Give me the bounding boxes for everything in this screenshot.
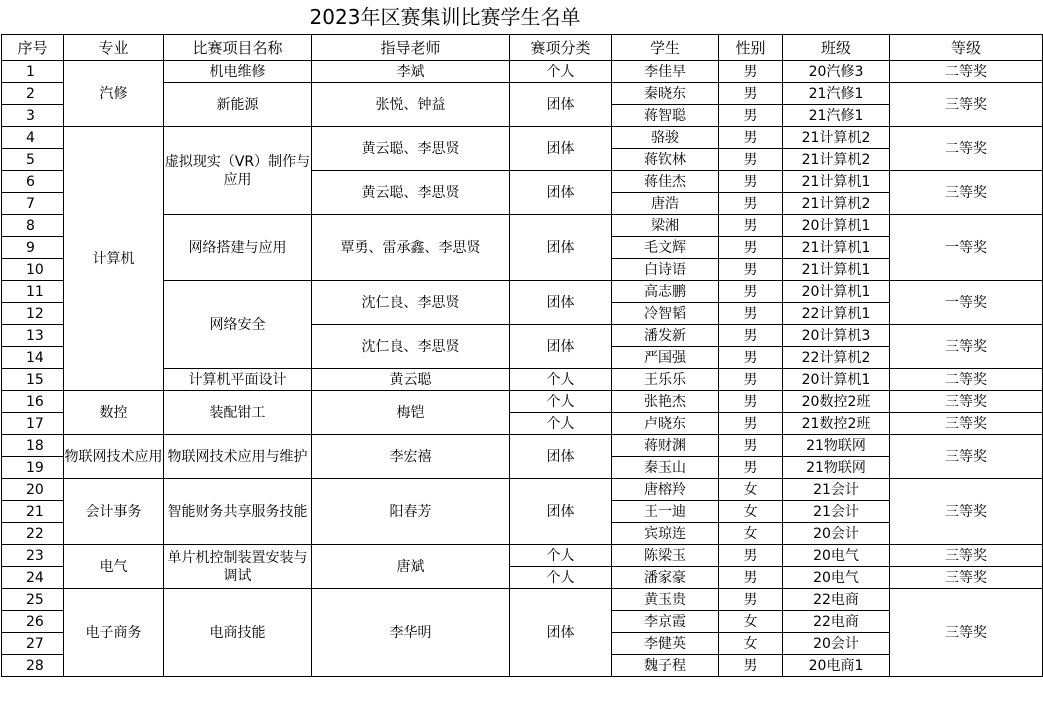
project-cell[interactable]: 物联网技术应用与维护 [164,435,312,479]
category-cell[interactable]: 团体 [510,589,612,677]
student-cell[interactable]: 卢晓东 [612,413,719,435]
category-cell[interactable]: 团体 [510,215,612,281]
seq-cell[interactable]: 9 [2,237,64,259]
award-cell[interactable]: 二等奖 [890,127,1043,171]
header-student[interactable]: 学生 [612,35,719,61]
class-cell[interactable]: 21计算机1 [783,237,890,259]
category-cell[interactable]: 团体 [510,171,612,215]
gender-cell[interactable]: 女 [719,479,783,501]
class-cell[interactable]: 21数控2班 [783,413,890,435]
category-cell[interactable]: 团体 [510,127,612,171]
seq-cell[interactable]: 2 [2,83,64,105]
table-row [2,127,1043,149]
class-cell[interactable]: 21计算机1 [783,171,890,193]
category-cell[interactable]: 个人 [510,545,612,567]
major-cell[interactable]: 汽修 [64,61,164,127]
gender-cell[interactable]: 男 [719,259,783,281]
student-cell[interactable]: 黄玉贵 [612,589,719,611]
student-cell[interactable]: 李佳早 [612,61,719,83]
student-cell[interactable]: 高志鹏 [612,281,719,303]
teacher-cell[interactable]: 唐斌 [312,545,510,589]
major-cell[interactable]: 电气 [64,545,164,589]
seq-cell[interactable]: 7 [2,193,64,215]
gender-cell[interactable]: 男 [719,237,783,259]
award-cell[interactable]: 三等奖 [890,479,1043,545]
class-cell[interactable]: 20计算机1 [783,281,890,303]
teacher-cell[interactable]: 李华明 [312,589,510,677]
seq-cell[interactable]: 17 [2,413,64,435]
gender-cell[interactable]: 男 [719,105,783,127]
gender-cell[interactable]: 男 [719,171,783,193]
major-cell[interactable]: 数控 [64,391,164,435]
student-cell[interactable]: 潘家豪 [612,567,719,589]
project-cell[interactable]: 网络安全 [164,281,312,369]
class-cell[interactable]: 21汽修1 [783,83,890,105]
header-row [2,35,1043,61]
award-cell[interactable]: 三等奖 [890,391,1043,413]
project-cell[interactable]: 网络搭建与应用 [164,215,312,281]
teacher-cell[interactable]: 沈仁良、李思贤 [312,281,510,325]
student-cell[interactable]: 张艳杰 [612,391,719,413]
table-row [2,391,1043,413]
gender-cell[interactable]: 男 [719,281,783,303]
project-cell[interactable]: 电商技能 [164,589,312,677]
gender-cell[interactable]: 男 [719,567,783,589]
header-class[interactable]: 班级 [783,35,890,61]
seq-cell[interactable]: 3 [2,105,64,127]
seq-cell[interactable]: 1 [2,61,64,83]
gender-cell[interactable]: 男 [719,215,783,237]
project-cell[interactable]: 新能源 [164,83,312,127]
student-cell[interactable]: 秦晓东 [612,83,719,105]
class-cell[interactable]: 20会计 [783,633,890,655]
category-cell[interactable]: 个人 [510,61,612,83]
header-teacher[interactable]: 指导老师 [312,35,510,61]
gender-cell[interactable]: 女 [719,633,783,655]
class-cell[interactable]: 20会计 [783,523,890,545]
project-cell[interactable]: 单片机控制装置安装与调试 [164,545,312,589]
seq-cell[interactable]: 25 [2,589,64,611]
seq-cell[interactable]: 5 [2,149,64,171]
seq-cell[interactable]: 15 [2,369,64,391]
student-cell[interactable]: 蒋智聪 [612,105,719,127]
class-cell[interactable]: 21物联网 [783,457,890,479]
project-cell[interactable]: 虚拟现实（VR）制作与应用 [164,127,312,215]
class-cell[interactable]: 22计算机2 [783,347,890,369]
seq-cell[interactable]: 21 [2,501,64,523]
student-cell[interactable]: 骆骏 [612,127,719,149]
award-cell[interactable]: 三等奖 [890,435,1043,479]
class-cell[interactable]: 22计算机1 [783,303,890,325]
class-cell[interactable]: 21计算机2 [783,127,890,149]
category-cell[interactable]: 团体 [510,479,612,545]
award-cell[interactable]: 三等奖 [890,589,1043,677]
student-cell[interactable]: 潘发新 [612,325,719,347]
seq-cell[interactable]: 10 [2,259,64,281]
seq-cell[interactable]: 12 [2,303,64,325]
student-cell[interactable]: 白诗语 [612,259,719,281]
table-row [2,61,1043,83]
student-cell[interactable]: 魏子程 [612,655,719,677]
teacher-cell[interactable]: 黄云聪 [312,369,510,391]
student-cell[interactable]: 唐浩 [612,193,719,215]
project-cell[interactable]: 装配钳工 [164,391,312,435]
gender-cell[interactable]: 男 [719,149,783,171]
class-cell[interactable]: 21会计 [783,501,890,523]
category-cell[interactable]: 团体 [510,325,612,369]
student-cell[interactable]: 蒋佳杰 [612,171,719,193]
gender-cell[interactable]: 男 [719,655,783,677]
empty-cell[interactable] [890,0,1043,34]
award-cell[interactable]: 三等奖 [890,567,1043,589]
table-row [2,545,1043,567]
seq-cell[interactable]: 18 [2,435,64,457]
gender-cell[interactable]: 男 [719,435,783,457]
award-cell[interactable]: 一等奖 [890,281,1043,325]
sheet-title[interactable]: 2023年区赛集训比赛学生名单 [309,5,581,29]
gender-cell[interactable]: 男 [719,545,783,567]
seq-cell[interactable]: 4 [2,127,64,149]
gender-cell[interactable]: 男 [719,589,783,611]
class-cell[interactable]: 21计算机1 [783,259,890,281]
teacher-cell[interactable]: 李斌 [312,61,510,83]
class-cell[interactable]: 20电气 [783,567,890,589]
award-cell[interactable]: 三等奖 [890,413,1043,435]
seq-cell[interactable]: 6 [2,171,64,193]
category-cell[interactable]: 个人 [510,413,612,435]
class-cell[interactable]: 22电商 [783,589,890,611]
teacher-cell[interactable]: 梅铠 [312,391,510,435]
seq-cell[interactable]: 26 [2,611,64,633]
class-cell[interactable]: 20计算机1 [783,369,890,391]
teacher-cell[interactable]: 沈仁良、李思贤 [312,325,510,369]
student-cell[interactable]: 毛文辉 [612,237,719,259]
teacher-cell[interactable]: 李宏禧 [312,435,510,479]
header-seq[interactable]: 序号 [2,35,64,61]
class-cell[interactable]: 20数控2班 [783,391,890,413]
class-cell[interactable]: 21会计 [783,479,890,501]
gender-cell[interactable]: 男 [719,347,783,369]
student-cell[interactable]: 李健英 [612,633,719,655]
category-cell[interactable]: 个人 [510,567,612,589]
student-cell[interactable]: 梁湘 [612,215,719,237]
seq-cell[interactable]: 11 [2,281,64,303]
gender-cell[interactable]: 男 [719,193,783,215]
student-cell[interactable]: 宾琼连 [612,523,719,545]
project-cell[interactable]: 智能财务共享服务技能 [164,479,312,545]
seq-cell[interactable]: 19 [2,457,64,479]
teacher-cell[interactable]: 阳春芳 [312,479,510,545]
teacher-cell[interactable]: 覃勇、雷承鑫、李思贤 [312,215,510,281]
category-cell[interactable]: 团体 [510,281,612,325]
class-cell[interactable]: 21计算机2 [783,193,890,215]
gender-cell[interactable]: 男 [719,391,783,413]
teacher-cell[interactable]: 黄云聪、李思贤 [312,127,510,171]
student-cell[interactable]: 蒋财渊 [612,435,719,457]
major-cell[interactable]: 电子商务 [64,589,164,677]
class-cell[interactable]: 20电商1 [783,655,890,677]
category-cell[interactable]: 团体 [510,83,612,127]
header-gender[interactable]: 性别 [719,35,783,61]
gender-cell[interactable]: 女 [719,523,783,545]
gender-cell[interactable]: 男 [719,325,783,347]
seq-cell[interactable]: 23 [2,545,64,567]
gender-cell[interactable]: 男 [719,83,783,105]
header-award[interactable]: 等级 [890,35,1043,61]
seq-cell[interactable]: 13 [2,325,64,347]
seq-cell[interactable]: 20 [2,479,64,501]
major-cell[interactable]: 会计事务 [64,479,164,545]
table-row [2,589,1043,611]
major-cell[interactable]: 物联网技术应用 [64,435,164,479]
project-cell[interactable]: 计算机平面设计 [164,369,312,391]
award-cell[interactable]: 三等奖 [890,171,1043,215]
award-cell[interactable]: 三等奖 [890,325,1043,369]
student-cell[interactable]: 唐榕羚 [612,479,719,501]
class-cell[interactable]: 21物联网 [783,435,890,457]
table-row [2,435,1043,457]
student-list-table [1,34,1043,677]
header-major[interactable]: 专业 [64,35,164,61]
seq-cell[interactable]: 8 [2,215,64,237]
teacher-cell[interactable]: 张悦、钟益 [312,83,510,127]
seq-cell[interactable]: 27 [2,633,64,655]
class-cell[interactable]: 21汽修1 [783,105,890,127]
header-category[interactable]: 赛项分类 [510,35,612,61]
header-project[interactable]: 比赛项目名称 [164,35,312,61]
award-cell[interactable]: 二等奖 [890,369,1043,391]
award-cell[interactable]: 三等奖 [890,545,1043,567]
category-cell[interactable]: 个人 [510,391,612,413]
gender-cell[interactable]: 男 [719,413,783,435]
gender-cell[interactable]: 女 [719,501,783,523]
class-cell[interactable]: 20计算机3 [783,325,890,347]
student-cell[interactable]: 陈梁玉 [612,545,719,567]
class-cell[interactable]: 20计算机1 [783,215,890,237]
gender-cell[interactable]: 男 [719,61,783,83]
gender-cell[interactable]: 男 [719,303,783,325]
class-cell[interactable]: 21计算机2 [783,149,890,171]
student-cell[interactable]: 王乐乐 [612,369,719,391]
seq-cell[interactable]: 14 [2,347,64,369]
major-cell[interactable]: 计算机 [64,127,164,391]
award-cell[interactable]: 一等奖 [890,215,1043,281]
class-cell[interactable]: 22电商 [783,611,890,633]
gender-cell[interactable]: 男 [719,457,783,479]
award-cell[interactable]: 二等奖 [890,61,1043,83]
student-cell[interactable]: 蒋钦林 [612,149,719,171]
gender-cell[interactable]: 男 [719,369,783,391]
class-cell[interactable]: 20汽修3 [783,61,890,83]
student-cell[interactable]: 秦玉山 [612,457,719,479]
student-cell[interactable]: 严国强 [612,347,719,369]
table-row [2,479,1043,501]
gender-cell[interactable]: 男 [719,127,783,149]
student-cell[interactable]: 冷智韬 [612,303,719,325]
teacher-cell[interactable]: 黄云聪、李思贤 [312,171,510,215]
student-cell[interactable]: 李京霞 [612,611,719,633]
seq-cell[interactable]: 24 [2,567,64,589]
seq-cell[interactable]: 16 [2,391,64,413]
seq-cell[interactable]: 28 [2,655,64,677]
seq-cell[interactable]: 22 [2,523,64,545]
project-cell[interactable]: 机电维修 [164,61,312,83]
category-cell[interactable]: 团体 [510,435,612,479]
class-cell[interactable]: 20电气 [783,545,890,567]
award-cell[interactable]: 三等奖 [890,83,1043,127]
student-cell[interactable]: 王一迪 [612,501,719,523]
gender-cell[interactable]: 女 [719,611,783,633]
category-cell[interactable]: 个人 [510,369,612,391]
